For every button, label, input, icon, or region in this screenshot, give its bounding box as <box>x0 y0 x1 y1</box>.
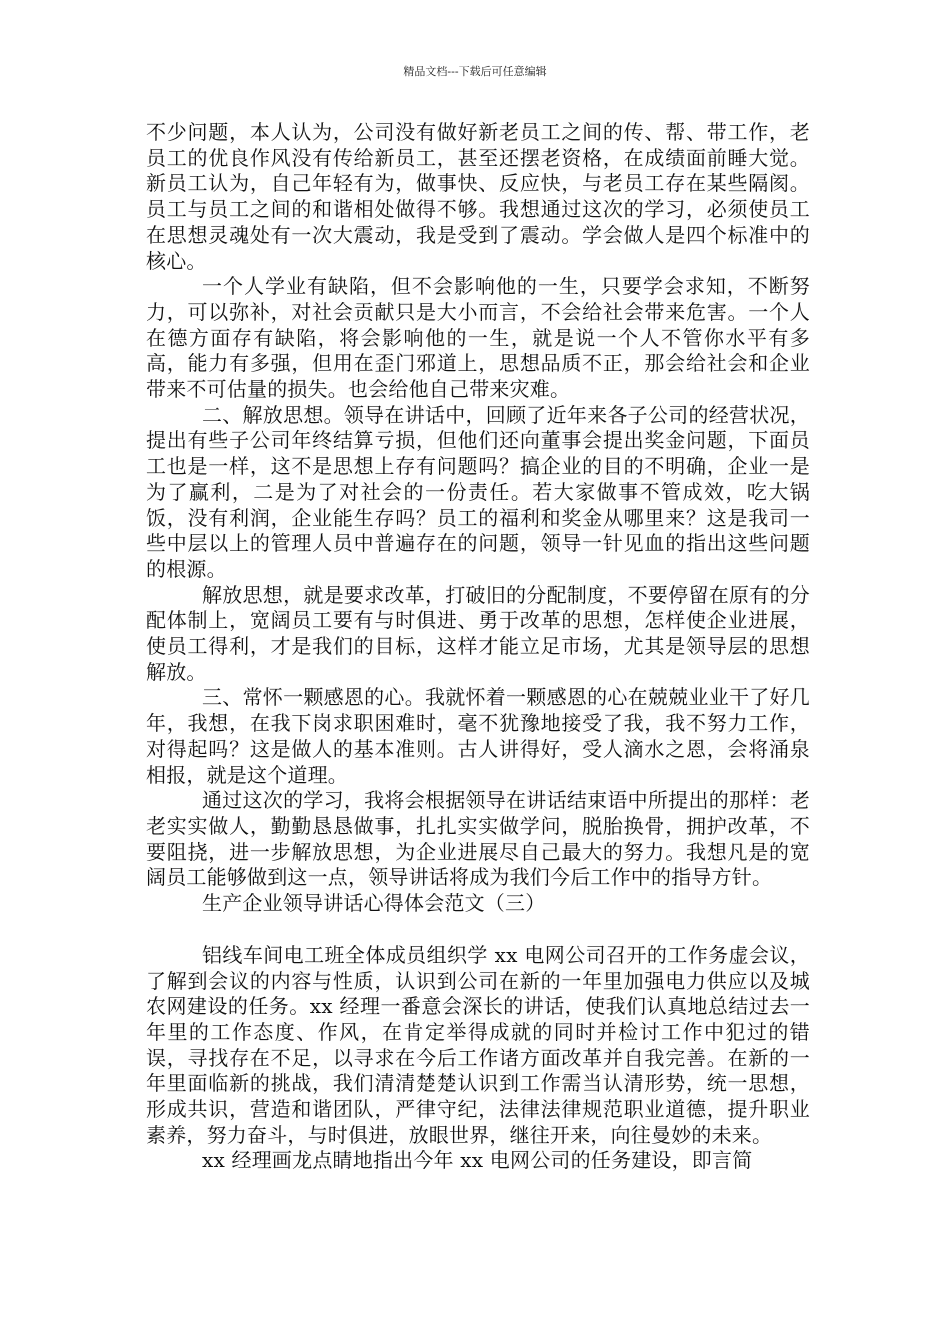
paragraph: xx 经理画龙点睛地指出今年 xx 电网公司的任务建设，即言简 <box>202 1148 753 1173</box>
page-header: 精品文档---下载后可任意编辑 <box>403 65 547 78</box>
paragraph: 通过这次的学习，我将会根据领导在讲话结束语中所提出的那样：老老实实做人，勤勤恳恳做事，扎扎实实做学问，脱胎换骨，拥护改革，不要阻挠，进一步解放思想，为企业进展尽自己最大的努力。我想凡是的宽阔员工能够做到这一点，领导讲话将成为我们今后工作中的指导方针。 <box>146 788 810 890</box>
section-subtitle: 生产企业领导讲话心得体会范文（三） <box>202 891 546 916</box>
paragraph: 解放思想，就是要求改革，打破旧的分配制度，不要停留在原有的分配体制上，宽阔员工要有与时俱进、勇于改革的思想，怎样使企业进展，使员工得利，才是我们的目标，这样才能立足市场，尤其是领导层的思想解放。 <box>146 582 810 684</box>
document-body <box>146 120 810 1174</box>
paragraph: 不少问题，本人认为，公司没有做好新老员工之间的传、帮、带工作，老员工的优良作风没有传给新员工，甚至还摆老资格，在成绩面前睡大觉。新员工认为，自己年轻有为，做事快、反应快，与老员工存在某些隔阂。员工与员工之间的和谐相处做得不够。我想通过这次的学习，必须使员工在思想灵魂处有一次大震动，我是受到了震动。学会做人是四个标准中的核心。 <box>146 120 810 273</box>
paragraph: 二、解放思想。领导在讲话中，回顾了近年来各子公司的经营状况，提出有些子公司年终结算亏损，但他们还向董事会提出奖金问题，下面员工也是一样，这不是思想上存有问题吗？搞企业的目的不明确，企业一是为了赢利，二是为了对社会的一份责任。若大家做事不管成效，吃大锅饭，没有利润，企业能生存吗？员工的福利和奖金从哪里来？这是我司一些中层以上的管理人员中普遍存在的问题，领导一针见血的指出这些问题的根源。 <box>146 402 810 581</box>
paragraph: 铝线车间电工班全体成员组织学 xx 电网公司召开的工作务虚会议，了解到会议的内容与性质，认识到公司在新的一年里加强电力供应以及城农网建设的任务。xx 经理一番意会深长的讲话，使我们认真地总结过去一年里的工作态度、作风，在肯定举得成就的同时并检讨工作中犯过的错误，寻找存在不足，以寻求在今后工作诸方面改革并自我完善。在新的一年里面临新的挑战，我们清清楚楚认识到工作需当认清形势，统一思想，形成共识，营造和谐团队，严律守纪，法律法律规范职业道德，提升职业素养，努力奋斗，与时俱进，放眼世界，继往开来，向往曼妙的未来。 <box>146 942 810 1147</box>
paragraph: 一个人学业有缺陷，但不会影响他的一生，只要学会求知，不断努力，可以弥补，对社会贡献只是大小而言，不会给社会带来危害。一个人在德方面存有缺陷，将会影响他的一生，就是说一个人不管你水平有多高，能力有多强，但用在歪门邪道上，思想品质不正，那会给社会和企业带来不可估量的损失。也会给他自己带来灾难。 <box>146 274 810 402</box>
paragraph: 三、常怀一颗感恩的心。我就怀着一颗感恩的心在兢兢业业干了好几年，我想，在我下岗求职困难时，毫不犹豫地接受了我，我不努力工作，对得起吗？这是做人的基本准则。古人讲得好，受人滴水之恩，会将涌泉相报，就是这个道理。 <box>146 685 810 787</box>
